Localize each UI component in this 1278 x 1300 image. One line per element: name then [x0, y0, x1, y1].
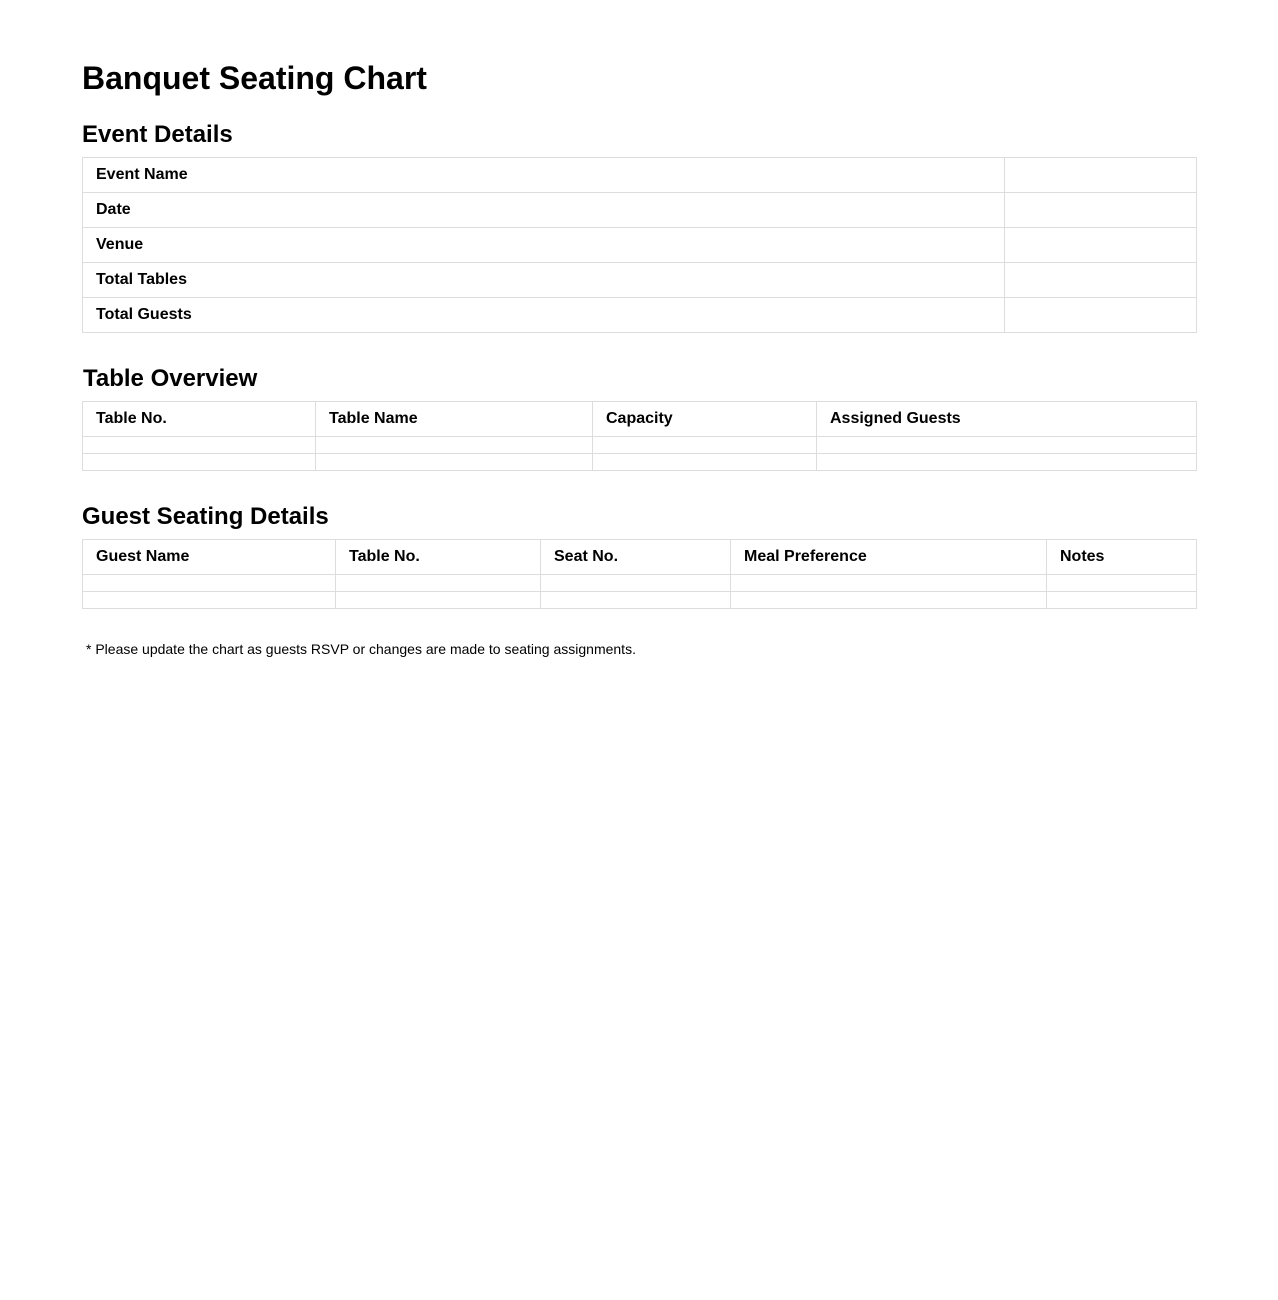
event-details-table — [82, 157, 1197, 333]
footnote: * Please update the chart as guests RSVP or changes are made to seating assignments. — [86, 641, 636, 657]
event-label: Venue — [83, 228, 1005, 263]
notes-cell[interactable] — [1047, 592, 1197, 609]
event-row-event-name — [83, 158, 1197, 193]
guest-name-cell[interactable] — [83, 575, 336, 592]
page-title: Banquet Seating Chart — [82, 60, 427, 96]
capacity-cell[interactable] — [593, 437, 817, 454]
guest-seating-header-row — [83, 540, 1197, 575]
event-name-value[interactable] — [1005, 158, 1197, 193]
table-row — [83, 575, 1197, 592]
date-value[interactable] — [1005, 193, 1197, 228]
table-row — [83, 454, 1197, 471]
table-no-cell[interactable] — [83, 454, 316, 471]
seat-no-cell[interactable] — [541, 575, 731, 592]
event-label: Total Tables — [83, 263, 1005, 298]
column-header-seat-no: Seat No. — [541, 540, 731, 575]
event-row-date — [83, 193, 1197, 228]
column-header-table-no: Table No. — [83, 402, 316, 437]
table-name-cell[interactable] — [316, 454, 593, 471]
venue-value[interactable] — [1005, 228, 1197, 263]
event-row-total-tables — [83, 263, 1197, 298]
total-guests-value[interactable] — [1005, 298, 1197, 333]
table-overview-header-row — [83, 402, 1197, 437]
column-header-table-no: Table No. — [336, 540, 541, 575]
table-row — [83, 592, 1197, 609]
column-header-meal-preference: Meal Preference — [731, 540, 1047, 575]
column-header-guest-name: Guest Name — [83, 540, 336, 575]
notes-cell[interactable] — [1047, 575, 1197, 592]
guest-seating-heading: Guest Seating Details — [82, 503, 329, 530]
event-details-heading: Event Details — [82, 121, 233, 148]
total-tables-value[interactable] — [1005, 263, 1197, 298]
seat-no-cell[interactable] — [541, 592, 731, 609]
table-row — [83, 437, 1197, 454]
event-row-total-guests — [83, 298, 1197, 333]
meal-preference-cell[interactable] — [731, 575, 1047, 592]
event-row-venue — [83, 228, 1197, 263]
table-overview-table — [82, 401, 1197, 471]
table-overview-heading: Table Overview — [83, 365, 258, 392]
event-label: Date — [83, 193, 1005, 228]
table-name-cell[interactable] — [316, 437, 593, 454]
assigned-guests-cell[interactable] — [817, 454, 1197, 471]
event-label: Total Guests — [83, 298, 1005, 333]
capacity-cell[interactable] — [593, 454, 817, 471]
guest-name-cell[interactable] — [83, 592, 336, 609]
column-header-capacity: Capacity — [593, 402, 817, 437]
column-header-assigned-guests: Assigned Guests — [817, 402, 1197, 437]
table-no-cell[interactable] — [83, 437, 316, 454]
column-header-table-name: Table Name — [316, 402, 593, 437]
event-label: Event Name — [83, 158, 1005, 193]
table-no-cell[interactable] — [336, 575, 541, 592]
meal-preference-cell[interactable] — [731, 592, 1047, 609]
assigned-guests-cell[interactable] — [817, 437, 1197, 454]
guest-seating-table — [82, 539, 1197, 609]
table-no-cell[interactable] — [336, 592, 541, 609]
column-header-notes: Notes — [1047, 540, 1197, 575]
